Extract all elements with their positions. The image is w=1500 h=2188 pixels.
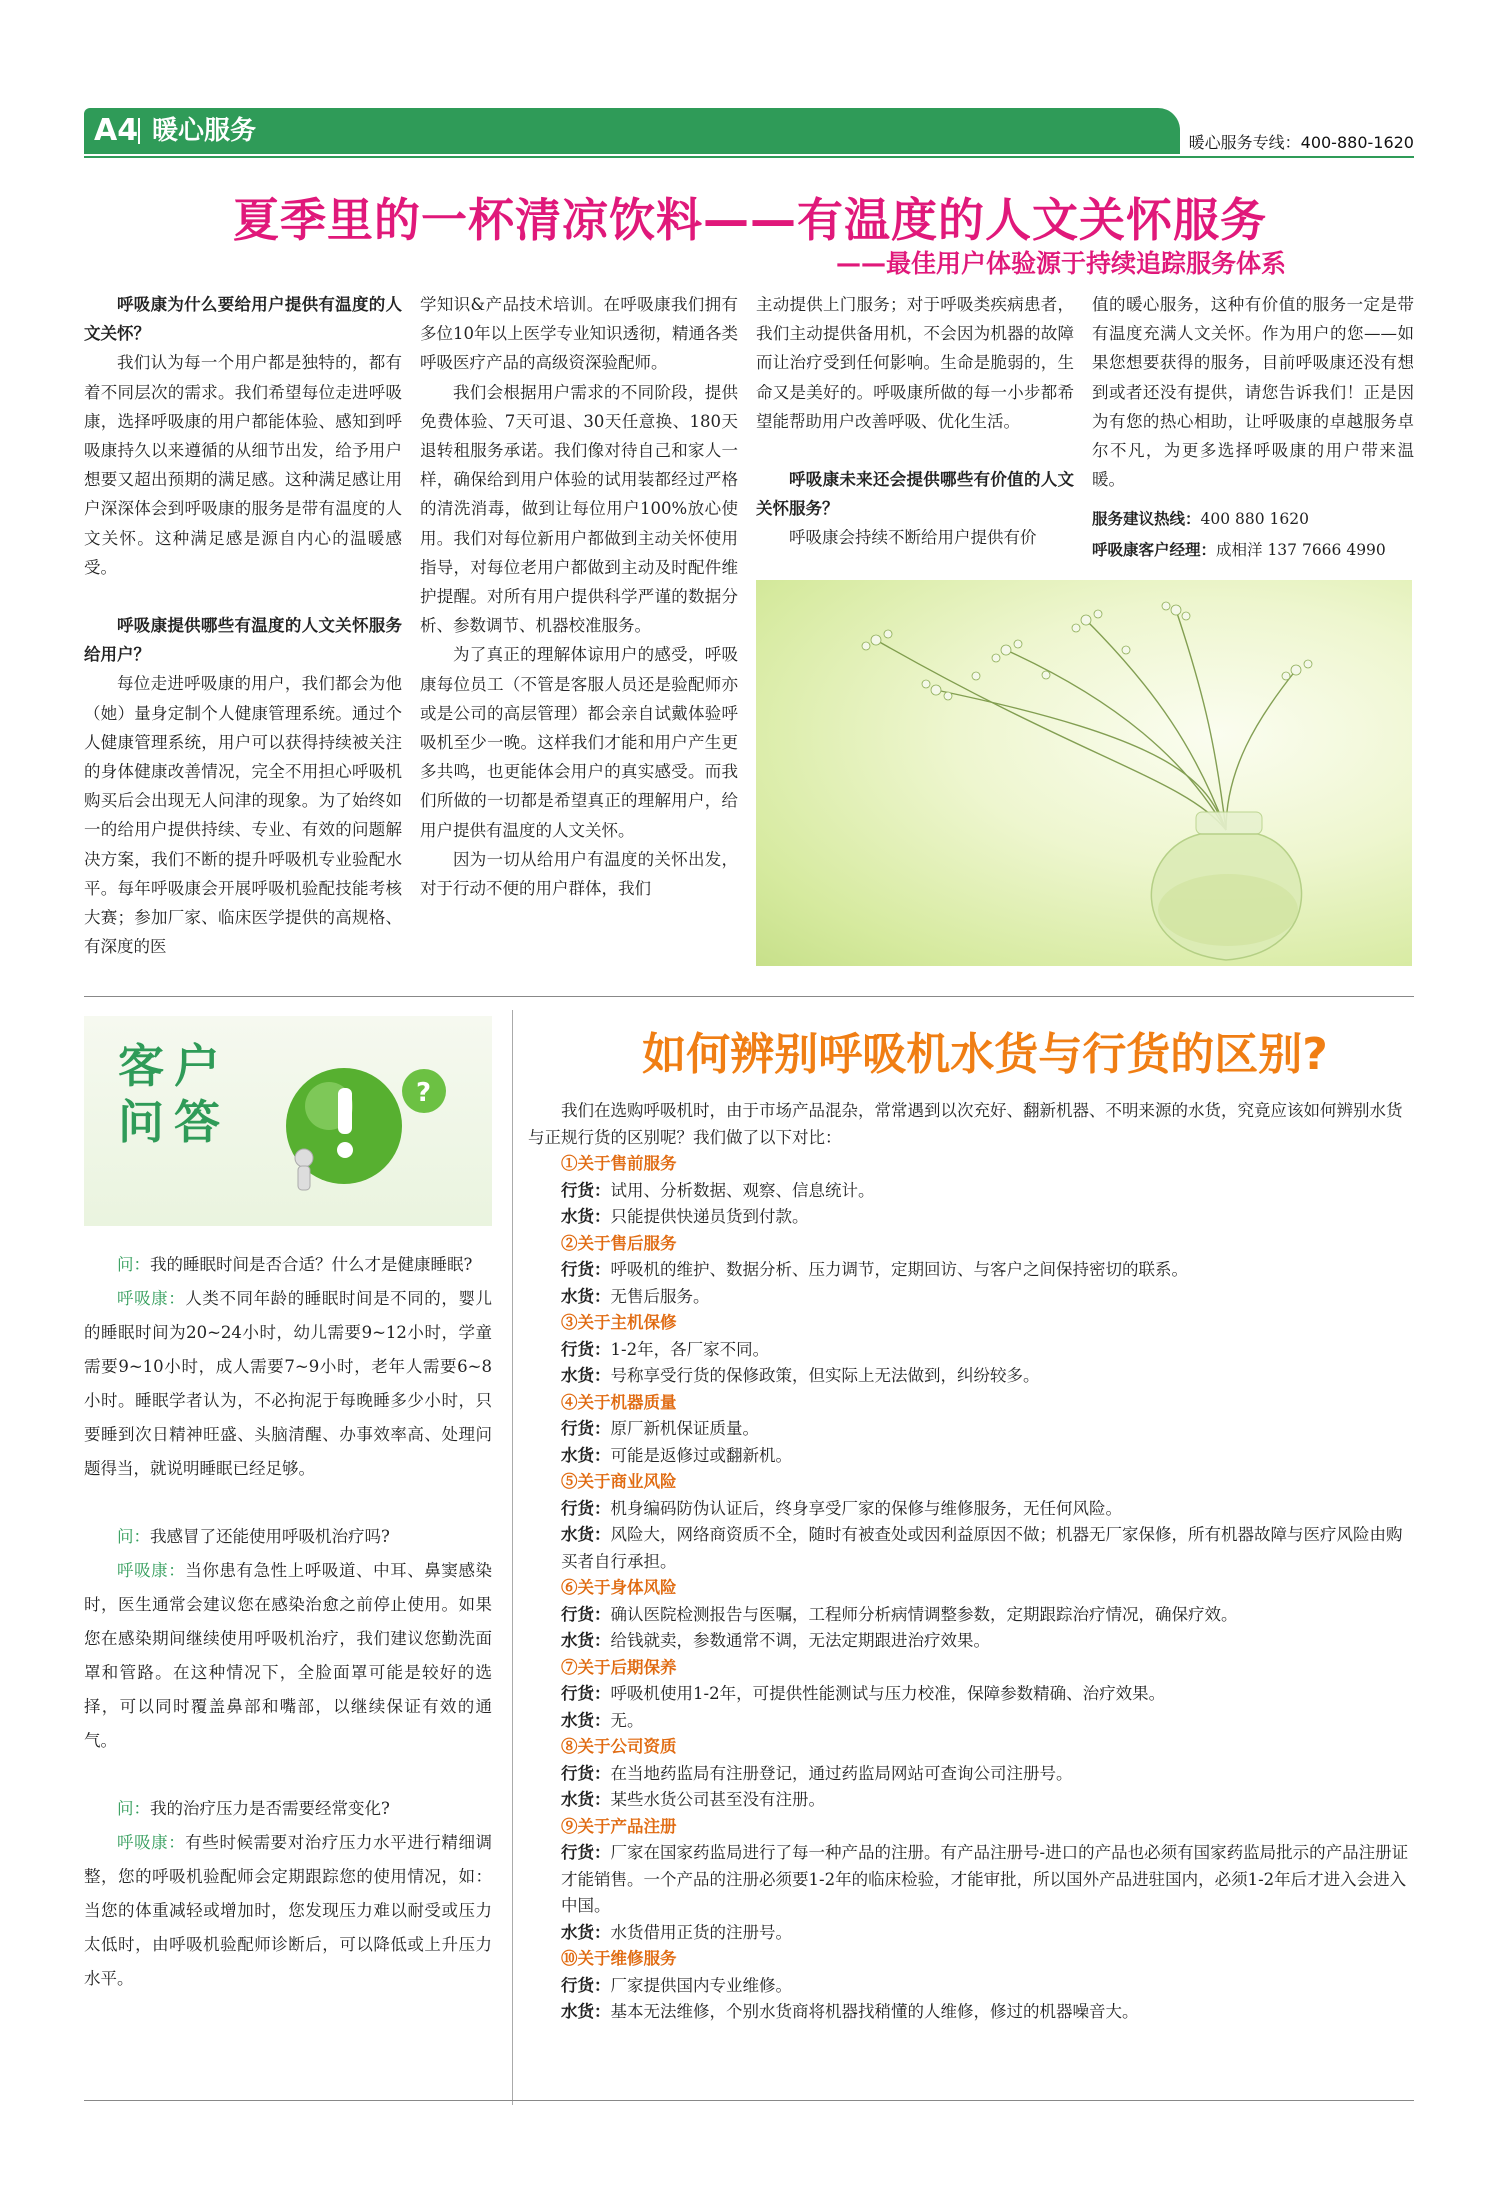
grey-label: 水货： bbox=[561, 1366, 611, 1385]
grey-row bbox=[528, 1363, 1412, 1390]
grey-row bbox=[528, 1920, 1412, 1947]
question-text: 我的治疗压力是否需要经常变化? bbox=[150, 1799, 390, 1818]
genuine-label: 行货： bbox=[561, 1684, 611, 1703]
grey-text: 无售后服务。 bbox=[610, 1286, 710, 1306]
compare-section-heading: ⑦关于后期保养 bbox=[561, 1657, 677, 1677]
genuine-text: 1-2年，各厂家不同。 bbox=[610, 1339, 770, 1359]
compare-section-heading: ③关于主机保修 bbox=[561, 1313, 677, 1332]
genuine-text: 在当地药监局有注册登记，通过药监局网站可查询公司注册号。 bbox=[610, 1763, 1073, 1783]
genuine-label: 行货： bbox=[561, 1180, 611, 1200]
grey-label: 水货： bbox=[561, 1790, 611, 1809]
article-column-4 bbox=[1092, 290, 1414, 565]
grey-text: 可能是返修过或翻新机。 bbox=[610, 1445, 792, 1465]
column-divider bbox=[512, 1010, 513, 2105]
grey-text: 水货借用正货的注册号。 bbox=[610, 1922, 792, 1942]
grey-row bbox=[528, 1284, 1412, 1311]
genuine-row bbox=[528, 1761, 1412, 1788]
answer-text: 有些时候需要对治疗压力水平进行精细调整，您的呼吸机验配师会定期跟踪您的使用情况，如：当您的体重减轻或增加时，您发现压力难以耐受或压力太低时，由呼吸机验配师诊断后，可以降低或上升压力水平。 bbox=[84, 1833, 493, 1988]
genuine-label: 行货： bbox=[561, 1498, 611, 1518]
genuine-text: 呼吸机的维护、数据分析、压力调节，定期回访、与客户之间保持密切的联系。 bbox=[610, 1260, 1188, 1279]
grey-row bbox=[528, 1628, 1412, 1655]
qa-answer bbox=[84, 1554, 492, 1758]
grey-text: 给钱就卖，参数通常不调，无法定期跟进治疗效果。 bbox=[610, 1631, 990, 1650]
genuine-label: 行货： bbox=[561, 1339, 611, 1359]
section-name: 暖心服务 bbox=[152, 116, 257, 146]
compare-section-heading: ⑩关于维修服务 bbox=[561, 1949, 677, 1968]
grey-text: 只能提供快递员货到付款。 bbox=[610, 1207, 809, 1226]
grey-row bbox=[528, 1443, 1412, 1470]
answer-label: 呼吸康： bbox=[117, 1289, 186, 1308]
bottom-rule bbox=[84, 2100, 1414, 2101]
grey-label: 水货： bbox=[561, 1631, 611, 1650]
contact-manager bbox=[1092, 535, 1414, 565]
contact-manager-label: 呼吸康客户经理： bbox=[1092, 539, 1217, 559]
genuine-label: 行货： bbox=[561, 1604, 611, 1624]
article-column-1 bbox=[84, 290, 402, 961]
paragraph: 主动提供上门服务；对于呼吸类疾病患者，我们主动提供备用机，不会因为机器的故障而让治疗受到任何影响。生命是脆弱的，生命又是美好的。呼吸康所做的每一小步都希望能帮助用户改善呼吸、优化生活。 bbox=[756, 295, 1074, 431]
question-text: 我感冒了还能使用呼吸机治疗吗? bbox=[150, 1527, 390, 1546]
grey-label: 水货： bbox=[561, 1445, 611, 1465]
genuine-text: 原厂新机保证质量。 bbox=[610, 1419, 759, 1438]
svg-text:?: ? bbox=[416, 1078, 432, 1108]
compare-sections bbox=[528, 1151, 1412, 2026]
genuine-row bbox=[528, 1178, 1412, 1205]
question-text: 我的睡眠时间是否合适？什么才是健康睡眠? bbox=[150, 1255, 473, 1274]
compare-section-heading: ④关于机器质量 bbox=[561, 1392, 677, 1412]
genuine-label: 行货： bbox=[561, 1419, 611, 1438]
paragraph: 每位走进呼吸康的用户，我们都会为他（她）量身定制个人健康管理系统。通过个人健康管理系统，用户可以获得持续被关注的身体健康改善情况，完全不用担心呼吸机购买后会出现无人问津的现象。为了始终如一的给用户提供持续、专业、有效的问题解决方案，我们不断的提升呼吸机专业验配水平。每年呼吸康会开展呼吸机验配技能考核大赛；参加厂家、临床医学提供的高规格、有深度的医 bbox=[84, 674, 402, 957]
question-heading: 呼吸康为什么要给用户提供有温度的人文关怀？ bbox=[84, 295, 402, 344]
contact-hotline-value: 400 880 1620 bbox=[1200, 510, 1309, 529]
service-hotline: 暖心服务专线：400-880-1620 bbox=[1188, 133, 1414, 152]
compare-section-heading: ⑧关于公司资质 bbox=[561, 1737, 677, 1756]
answer-label: 呼吸康： bbox=[117, 1833, 186, 1852]
genuine-row bbox=[528, 1973, 1412, 2000]
question-heading: 呼吸康未来还会提供哪些有价值的人文关怀服务？ bbox=[756, 470, 1074, 519]
flower-vase-picture bbox=[756, 580, 1412, 966]
article-subtitle: ——最佳用户体验源于持续追踪服务体系 bbox=[835, 249, 1286, 278]
article-column-2 bbox=[420, 290, 738, 903]
genuine-row bbox=[528, 1602, 1412, 1629]
genuine-text: 确认医院检测报告与医嘱，工程师分析病情调整参数，定期跟踪治疗情况，确保疗效。 bbox=[610, 1604, 1238, 1624]
genuine-text: 机身编码防伪认证后，终身享受厂家的保修与维修服务，无任何风险。 bbox=[610, 1498, 1122, 1518]
question-heading: 呼吸康提供哪些有温度的人文关怀服务给用户？ bbox=[84, 616, 402, 665]
genuine-row bbox=[528, 1416, 1412, 1443]
grey-label: 水货： bbox=[561, 1286, 611, 1306]
grey-row bbox=[528, 1522, 1412, 1575]
genuine-label: 行货： bbox=[561, 1975, 611, 1995]
genuine-label: 行货： bbox=[561, 1843, 611, 1862]
grey-row bbox=[528, 1999, 1412, 2026]
grey-label: 水货： bbox=[561, 1525, 611, 1544]
answer-text: 人类不同年龄的睡眠时间是不同的，婴儿的睡眠时间为20~24小时，幼儿需要9~12小时，学童需要9~10小时，成人需要7~9小时，老年人需要6~8小时。睡眠学者认为，不必拘泥于每晚睡多少小时，只要睡到次日精神旺盛、头脑清醒、办事效率高、处理问题得当，就说明睡眠已经足够。 bbox=[84, 1289, 493, 1478]
paragraph: 我们认为每一个用户都是独特的，都有着不同层次的需求。我们希望每位走进呼吸康，选择呼吸康的用户都能体验、感知到呼吸康持久以来遵循的从细节出发，给予用户想要又超出预期的满足感。这种满足感让用户深深体会到呼吸康的服务是带有温度的人文关怀。这种满足感是源自内心的温暖感受。 bbox=[84, 353, 402, 577]
page-number: A4 bbox=[94, 113, 139, 148]
article-column-3 bbox=[756, 290, 1074, 553]
qa-answer bbox=[84, 1282, 492, 1486]
genuine-row bbox=[528, 1840, 1412, 1920]
compare-section-heading: ①关于售前服务 bbox=[561, 1154, 677, 1173]
grey-label: 水货： bbox=[561, 1922, 611, 1942]
genuine-text: 呼吸机使用1-2年，可提供性能测试与压力校准，保障参数精确、治疗效果。 bbox=[610, 1684, 1166, 1703]
compare-section-heading: ⑥关于身体风险 bbox=[561, 1578, 677, 1597]
contact-hotline-label: 服务建议热线： bbox=[1092, 509, 1201, 529]
question-label: 问： bbox=[117, 1527, 150, 1546]
compare-title: 如何辨别呼吸机水货与行货的区别? bbox=[642, 1029, 1328, 1080]
paragraph: 呼吸康会持续不断给用户提供有价 bbox=[789, 528, 1037, 548]
genuine-text: 厂家在国家药监局进行了每一种产品的注册。有产品注册号-进口的产品也必须有国家药监局批示的产品注册证才能销售。一个产品的注册必须要1-2年的临床检验，才能审批，所以国外产品进驻国内，必须1-2年后才进入会进入中国。 bbox=[561, 1843, 1409, 1915]
grey-row bbox=[528, 1708, 1412, 1735]
qa-question bbox=[84, 1248, 492, 1282]
genuine-row bbox=[528, 1337, 1412, 1364]
header-separator bbox=[138, 118, 140, 144]
paragraph: 值的暖心服务，这种有价值的服务一定是带有温度充满人文关怀。作为用户的您——如果您想要获得的服务，目前呼吸康还没有想到或者还没有提供，请您告诉我们！正是因为有您的热心相助，让呼吸康的卓越服务卓尔不凡，为更多选择呼吸康的用户带来温暖。 bbox=[1092, 295, 1414, 490]
qa-answer bbox=[84, 1826, 492, 1996]
compare-section-heading: ②关于售后服务 bbox=[561, 1233, 677, 1253]
question-label: 问： bbox=[117, 1255, 150, 1274]
exclamation-ball-icon bbox=[274, 1036, 474, 1216]
grey-text: 风险大，网络商资质不全，随时有被查处或因利益原因不做；机器无厂家保修，所有机器故障与医疗风险由购买者自行承担。 bbox=[561, 1525, 1403, 1571]
answer-text: 当你患有急性上呼吸道、中耳、鼻窦感染时，医生通常会建议您在感染治愈之前停止使用。如果您在感染期间继续使用呼吸机治疗，我们建议您勤洗面罩和管路。在这种情况下，全脸面罩可能是较好的选择，可以同时覆盖鼻部和嘴部，以继续保证有效的通气。 bbox=[84, 1561, 493, 1750]
grey-row bbox=[528, 1204, 1412, 1231]
genuine-label: 行货： bbox=[561, 1763, 611, 1783]
paragraph: 因为一切从给用户有温度的关怀出发，对于行动不便的用户群体，我们 bbox=[420, 849, 738, 899]
qa-question bbox=[84, 1792, 492, 1826]
grey-label: 水货： bbox=[561, 1207, 611, 1226]
genuine-row bbox=[528, 1496, 1412, 1523]
compare-section-heading: ⑤关于商业风险 bbox=[561, 1472, 677, 1491]
genuine-text: 厂家提供国内专业维修。 bbox=[610, 1975, 792, 1995]
grey-text: 无。 bbox=[610, 1710, 644, 1730]
answer-label: 呼吸康： bbox=[117, 1561, 186, 1580]
article-title: 夏季里的一杯清凉饮料——有温度的人文关怀服务 bbox=[233, 193, 1267, 247]
compare-body bbox=[528, 1098, 1412, 2026]
section-divider bbox=[84, 996, 1414, 997]
compare-intro: 我们在选购呼吸机时，由于市场产品混杂，常常遇到以次充好、翻新机器、不明来源的水货，究竟应该如何辨别水货与正规行货的区别呢？我们做了以下对比： bbox=[528, 1101, 1403, 1147]
grey-row bbox=[528, 1787, 1412, 1814]
contact-manager-value: 成相洋 137 7666 4990 bbox=[1216, 540, 1386, 559]
paragraph: 学知识&产品技术培训。在呼吸康我们拥有多位10年以上医学专业知识透彻，精通各类呼吸医疗产品的高级资深验配师。 bbox=[420, 295, 738, 373]
qa-question bbox=[84, 1520, 492, 1554]
contact-hotline bbox=[1092, 504, 1414, 534]
header-rule bbox=[84, 156, 1414, 158]
grey-text: 基本无法维修，个别水货商将机器找稍懂的人维修，修过的机器噪音大。 bbox=[610, 2002, 1139, 2021]
qa-column bbox=[84, 1248, 492, 1996]
genuine-row bbox=[528, 1681, 1412, 1708]
qa-logo-text: 客户问答 bbox=[118, 1039, 230, 1149]
genuine-label: 行货： bbox=[561, 1260, 611, 1279]
paragraph: 为了真正的理解体谅用户的感受，呼吸康每位员工（不管是客服人员还是验配师亦或是公司的高层管理）都会亲自试戴体验呼吸机至少一晚。这样我们才能和用户产生更多共鸣，也更能体会用户的真实感受。而我们所做的一切都是希望真正的理解用户，给用户提供有温度的人文关怀。 bbox=[420, 645, 738, 840]
question-label: 问： bbox=[117, 1799, 150, 1818]
grey-text: 号称享受行货的保修政策，但实际上无法做到，纠纷较多。 bbox=[610, 1366, 1040, 1385]
grey-label: 水货： bbox=[561, 2002, 611, 2021]
compare-section-heading: ⑨关于产品注册 bbox=[561, 1816, 677, 1836]
glass-vase bbox=[1151, 812, 1301, 960]
grey-label: 水货： bbox=[561, 1710, 611, 1730]
grey-text: 某些水货公司甚至没有注册。 bbox=[610, 1790, 825, 1809]
flower-vase-illustration bbox=[756, 580, 1412, 966]
genuine-row bbox=[528, 1257, 1412, 1284]
paragraph: 我们会根据用户需求的不同阶段，提供免费体验、7天可退、30天任意换、180天退转租服务承诺。我们像对待自己和家人一样，确保给到用户体验的试用装都经过严格的清洗消毒，做到让每位用户100%放心使用。我们对每位新用户都做到主动关怀使用指导，对每位老用户都做到主动及时配件维护提醒。对所有用户提供科学严谨的数据分析、参数调节、机器校准服务。 bbox=[420, 382, 738, 636]
genuine-text: 试用、分析数据、观察、信息统计。 bbox=[610, 1180, 875, 1200]
